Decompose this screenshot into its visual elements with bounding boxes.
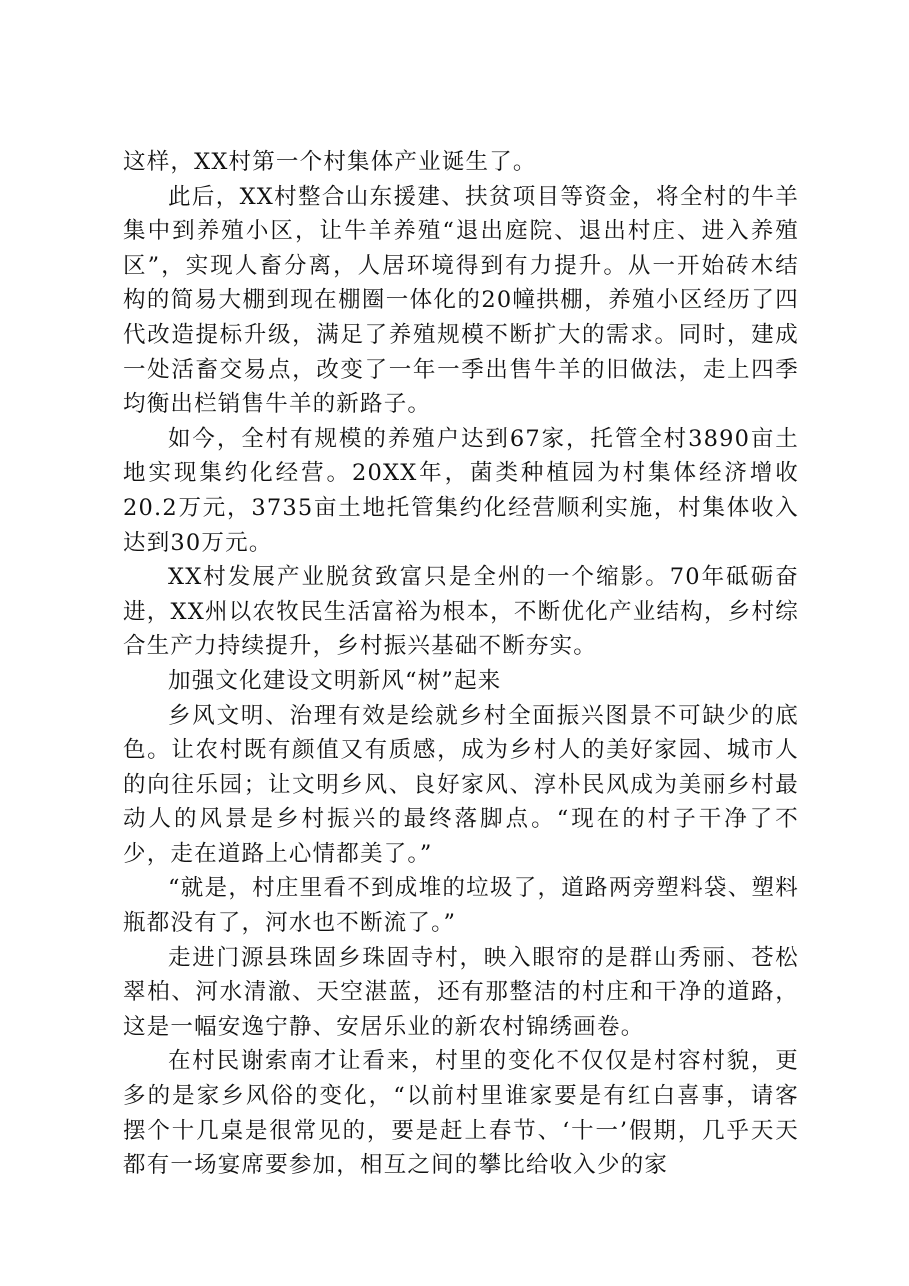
paragraph-rural-civility: 乡风文明、治理有效是绘就乡村全面振兴图景不可缺少的底色。让农村既有颜值又有质感，成为乡村人的美好家园、城市人的向往乐园；让文明乡风、良好家风、淳朴民风成为美丽乡村最动人的风景是乡村振兴的最终落脚点。“现在的村子干净了不少，走在道路上心情都美了。” bbox=[123, 702, 799, 867]
section-heading-culture: 加强文化建设文明新风“树”起来 bbox=[168, 667, 502, 694]
paragraph-livestock-zone: 此后，XX村整合山东援建、扶贫项目等资金，将全村的牛羊集中到养殖小区，让牛羊养殖“退出庭院、退出村庄、进入养殖区”，实现人畜分离，人居环境得到有力提升。从一开始砖木结构的简易大棚到现在棚圈一体化的20幢拱棚，养殖小区经历了四代改造提标升级，满足了养殖规模不断扩大的需求。同时，建成一处活畜交易点，改变了一年一季出售牛羊的旧做法，走上四季均衡出栏销售牛羊的新路子。 bbox=[123, 183, 799, 418]
paragraph-continuation: 这样，XX村第一个村集体产业诞生了。 bbox=[123, 149, 537, 175]
paragraph-current-status: 如今，全村有规模的养殖户达到67家，托管全村3890亩土地实现集约化经营。20XX年，菌类种植园为村集体经济增收20.2万元，3735亩土地托管集约化经营顺利实施，村集体收入达到30万元。 bbox=[123, 425, 799, 556]
paragraph-customs-change: 在村民谢索南才让看来，村里的变化不仅仅是村容村貌，更多的是家乡风俗的变化，“以前村里谁家要是有红白喜事，请客摆个十几桌是很常见的，要是赶上春节、‘十一’假期，几乎天天都有一场宴席要参加，相互之间的攀比给收入少的家 bbox=[123, 1048, 799, 1179]
paragraph-quote-villager: “就是，村庄里看不到成堆的垃圾了，道路两旁塑料袋、塑料瓶都没有了，河水也不断流了。” bbox=[123, 875, 799, 937]
paragraph-prefecture-overview: XX村发展产业脱贫致富只是全州的一个缩影。70年砥砺奋进，XX州以农牧民生活富裕为根本，不断优化产业结构，乡村综合生产力持续提升，乡村振兴基础不断夯实。 bbox=[123, 564, 799, 660]
paragraph-village-scene: 走进门源县珠固乡珠固寺村，映入眼帘的是群山秀丽、苍松翠柏、河水清澈、天空湛蓝，还有那整洁的村庄和干净的道路，这是一幅安逸宁静、安居乐业的新农村锦绣画卷。 bbox=[123, 944, 799, 1040]
document-body bbox=[123, 145, 799, 1183]
